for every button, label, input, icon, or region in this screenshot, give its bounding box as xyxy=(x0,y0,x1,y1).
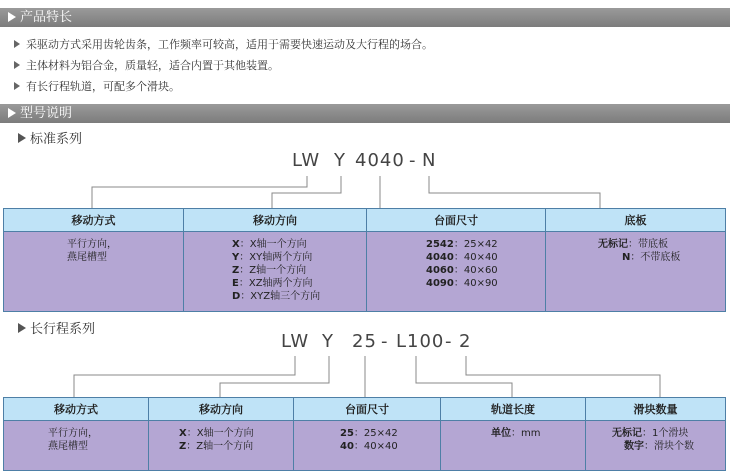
long-code-y: Y xyxy=(322,331,334,352)
list-item: 40：40×40 xyxy=(340,441,398,452)
table-header-row xyxy=(4,209,726,232)
cell-slider-count xyxy=(586,421,726,471)
cell-move-method xyxy=(4,421,149,471)
long-code-dash: - xyxy=(381,331,389,352)
long-code-size: 25 xyxy=(352,331,377,352)
cell-move-direction xyxy=(184,232,367,312)
header-table-size: 台面尺寸 xyxy=(367,209,546,232)
table-row xyxy=(4,232,726,312)
long-series-heading xyxy=(18,318,95,337)
header-slider-count: 滑块数量 xyxy=(586,398,726,421)
list-item: Y：XY轴两个方向 xyxy=(232,252,313,263)
table-row xyxy=(4,421,726,471)
header-move-direction: 移动方向 xyxy=(184,209,367,232)
cell-base-plate xyxy=(546,232,726,312)
list-item: X：X轴一个方向 xyxy=(179,428,254,439)
feature-text: 采驱动方式采用齿轮齿条，工作频率可较高，适用于需要快速运动及大行程的场合。 xyxy=(26,38,433,51)
list-item: 数字：滑块个数 xyxy=(624,441,694,452)
connector-line xyxy=(466,356,660,397)
connector-line xyxy=(416,356,512,397)
cell-move-method xyxy=(4,232,184,312)
standard-code-dash: - xyxy=(409,150,417,171)
list-item: N：不带底板 xyxy=(622,252,681,263)
standard-code-y: Y xyxy=(334,150,346,171)
long-series-title: 长行程系列 xyxy=(30,322,96,337)
bullet-icon xyxy=(18,323,26,333)
long-table xyxy=(3,397,726,471)
standard-code-lw: LW xyxy=(292,150,321,171)
standard-table xyxy=(3,208,726,312)
list-item: D：XYZ轴三个方向 xyxy=(232,291,321,302)
feature-text: 主体材料为铝合金，质量轻，适合内置于其他装置。 xyxy=(26,59,279,72)
standard-code-size: 4040 xyxy=(355,150,405,171)
list-item: Z：Z轴一个方向 xyxy=(232,265,307,276)
connector-line xyxy=(429,176,600,208)
connector-line xyxy=(92,176,307,208)
table-header-row xyxy=(4,398,726,421)
header-move-method: 移动方式 xyxy=(4,398,149,421)
list-item: 4090：40×90 xyxy=(426,278,498,289)
list-item: Z：Z轴一个方向 xyxy=(179,441,254,452)
list-item: 25：25×42 xyxy=(340,428,398,439)
feature-text: 有长行程轨道，可配多个滑块。 xyxy=(26,80,180,93)
list-item: 单位：mm xyxy=(491,428,541,439)
connector-line xyxy=(74,356,295,397)
cell-text: 燕尾槽型 xyxy=(48,441,88,452)
cell-table-size xyxy=(367,232,546,312)
standard-code-base: N xyxy=(422,150,437,171)
header-move-method: 移动方式 xyxy=(4,209,184,232)
long-code-length: L100 xyxy=(396,331,445,352)
features-section-title: 产品特长 xyxy=(20,10,73,25)
cell-text: 平行方向， xyxy=(48,428,98,439)
long-code-count: 2 xyxy=(459,331,472,352)
cell-text: 平行方向， xyxy=(67,239,117,250)
list-item: 4060：40×60 xyxy=(426,265,498,276)
header-table-size: 台面尺寸 xyxy=(294,398,441,421)
list-item: 无标记：带底板 xyxy=(598,239,668,250)
list-item: E：XZ轴两个方向 xyxy=(232,278,313,289)
header-rail-length: 轨道长度 xyxy=(441,398,586,421)
cell-move-direction xyxy=(149,421,294,471)
long-code-dash: - xyxy=(445,331,453,352)
header-move-direction: 移动方向 xyxy=(149,398,294,421)
list-item: X：X轴一个方向 xyxy=(232,239,307,250)
connector-line xyxy=(220,356,329,397)
list-item: 4040：40×40 xyxy=(426,252,498,263)
header-base-plate: 底板 xyxy=(546,209,726,232)
cell-text: 燕尾槽型 xyxy=(67,252,107,263)
cell-rail-length xyxy=(441,421,586,471)
standard-series-title: 标准系列 xyxy=(30,132,83,147)
cell-table-size xyxy=(294,421,441,471)
list-item: 无标记：1个滑块 xyxy=(612,428,689,439)
long-code-lw: LW xyxy=(281,331,310,352)
list-item: 2542：25×42 xyxy=(426,239,498,250)
model-section-title: 型号说明 xyxy=(20,106,73,121)
